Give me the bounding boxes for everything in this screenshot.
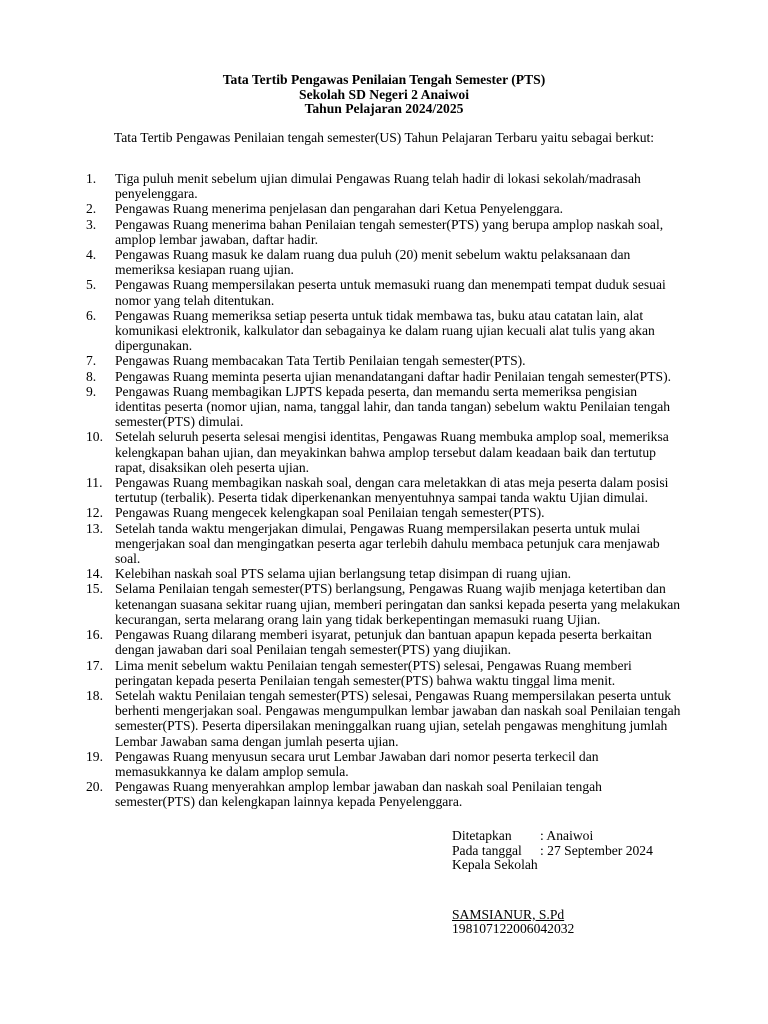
rule-item xyxy=(0,521,685,567)
school-name: Sekolah SD Negeri 2 Anaiwoi xyxy=(299,86,469,102)
signature-block xyxy=(452,829,752,937)
rule-number: 9. xyxy=(86,383,97,399)
rule-number: 12. xyxy=(86,505,103,521)
rule-number: 14. xyxy=(86,566,103,582)
rule-text: Pengawas Ruang menyusun secara urut Lembar Jawaban dari nomor peserta terkecil dan memasukkannya ke dalam amplop semula. xyxy=(115,748,599,779)
rule-number: 17. xyxy=(86,657,103,673)
rule-text: Pengawas Ruang membagikan LJPTS kepada peserta, dan memandu serta memeriksa pengisian identitas peserta (nomor ujian, nama, tanggal lahir, dan tanda tangan) sebelum waktu Penilaian tengah semester(PTS) dimulai. xyxy=(115,383,671,430)
rule-item xyxy=(0,201,685,216)
rule-item xyxy=(0,247,685,277)
rule-text: Setelah seluruh peserta selesai mengisi identitas, Pengawas Ruang membuka amplop soal, memeriksa kelengkapan bahan ujian, dan meyakinkan bahwa amplop tersebut dalam keadaan baik dan tertutup rapat, disaksikan oleh peserta ujian. xyxy=(115,429,669,475)
rule-text: Selama Penilaian tengah semester(PTS) berlangsung, Pengawas Ruang wajib menjaga ketertiban dan ketenangan suasana sekitar ruang ujian, memberi peringatan dan sanksi kepada peserta yang melakukan kecurangan, serta melarang orang lain yang tidak berkepentingan memasuki ruang Ujian. xyxy=(115,581,681,627)
rule-item xyxy=(0,171,685,201)
rule-number: 6. xyxy=(86,307,97,323)
rule-number: 20. xyxy=(86,779,103,795)
rule-item xyxy=(0,308,685,354)
rule-number: 4. xyxy=(86,247,97,263)
rule-text: Pengawas Ruang membagikan naskah soal, dengan cara meletakkan di atas meja peserta dalam posisi tertutup (terbalik). Peserta tidak diperkenankan menyentuhnya sampai tanda waktu Ujian dimulai. xyxy=(115,475,669,506)
rule-number: 16. xyxy=(86,627,103,643)
rule-number: 5. xyxy=(86,277,97,293)
academic-year: Tahun Pelajaran 2024/2025 xyxy=(304,101,464,116)
rule-item xyxy=(0,429,685,475)
rule-item xyxy=(0,627,685,657)
rule-number: 2. xyxy=(86,201,97,217)
rule-number: 10. xyxy=(86,429,103,445)
rule-text: Pengawas Ruang mengecek kelengkapan soal Penilaian tengah semester(PTS). xyxy=(115,505,545,521)
rule-text: Pengawas Ruang dilarang memberi isyarat, petunjuk dan bantuan apapun kepada peserta berkaitan dengan jawaban dari soal Penilaian tengah semester(PTS) yang diujikan. xyxy=(115,627,652,658)
document-title: Tata Tertib Pengawas Penilaian Tengah Semester (PTS) xyxy=(222,72,546,87)
rules-list xyxy=(0,171,768,810)
rule-text: Pengawas Ruang menerima bahan Penilaian tengah semester(PTS) yang berupa amplop naskah soal, amplop lembar jawaban, daftar hadir. xyxy=(115,216,664,247)
rule-item xyxy=(0,369,685,384)
rule-text: Kelebihan naskah soal PTS selama ujian berlangsung tetap disimpan di ruang ujian. xyxy=(115,566,572,582)
rule-number: 19. xyxy=(86,748,103,764)
rule-text: Setelah tanda waktu mengerjakan dimulai, Pengawas Ruang mempersilakan peserta untuk mulai mengerjakan soal dan mengingatkan peserta agar terlebih dahulu membaca petunjuk cara menjawab soal. xyxy=(115,520,660,567)
rule-text: Setelah waktu Penilaian tengah semester(PTS) selesai, Pengawas Ruang mempersilakan peserta untuk berhenti mengerjakan soal. Pengawas mengumpulkan lembar jawaban dan naskah soal Penilaian tengah semester(PTS). Peserta dipersilakan meninggalkan ruang ujian, setelah pengawas menghitung jumlah Lembar Jawaban sama dengan jumlah peserta ujian. xyxy=(115,687,681,749)
date-label: Pada tanggal xyxy=(452,842,522,858)
rule-item xyxy=(0,277,685,307)
rule-item xyxy=(0,566,685,581)
rule-item xyxy=(0,475,685,505)
rule-number: 15. xyxy=(86,581,103,597)
rule-text: Pengawas Ruang meminta peserta ujian menandatangani daftar hadir Penilaian tengah semester(PTS). xyxy=(115,368,672,384)
rule-number: 1. xyxy=(86,171,97,186)
ditetapkan-value: : Anaiwoi xyxy=(540,828,594,843)
signer-name: SAMSIANUR, S.Pd xyxy=(452,906,565,922)
rule-item xyxy=(0,384,685,430)
signer-position: Kepala Sekolah xyxy=(452,857,538,873)
rule-item xyxy=(0,505,685,520)
rule-item xyxy=(0,217,685,247)
signer-nip: 198107122006042032 xyxy=(452,921,575,937)
ditetapkan-row xyxy=(452,829,752,844)
rule-number: 7. xyxy=(86,353,97,369)
rule-item xyxy=(0,688,685,749)
intro-paragraph: Tata Tertib Pengawas Penilaian tengah semester(US) Tahun Pelajaran Terbaru yaitu sebagai berkut: xyxy=(113,130,655,145)
rule-number: 13. xyxy=(86,520,103,536)
signature-space xyxy=(452,873,752,908)
rule-item xyxy=(0,779,685,809)
rule-text: Lima menit sebelum waktu Penilaian tengah semester(PTS) selesai, Pengawas Ruang memberi peringatan kepada peserta Penilaian tengah semester(PTS) bahwa waktu tinggal lima menit. xyxy=(115,657,632,688)
rule-text: Tiga puluh menit sebelum ujian dimulai Pengawas Ruang telah hadir di lokasi sekolah/madrasah penyelenggara. xyxy=(115,171,641,202)
rule-text: Pengawas Ruang membacakan Tata Tertib Penilaian tengah semester(PTS). xyxy=(115,353,526,369)
rule-text: Pengawas Ruang mempersilakan peserta untuk memasuki ruang dan menempati tempat duduk sesuai nomor yang telah ditentukan. xyxy=(115,277,666,308)
rule-text: Pengawas Ruang memeriksa setiap peserta untuk tidak membawa tas, buku atau catatan lain, alat komunikasi elektronik, kalkulator dan sebagainya ke dalam ruang ujian kecuali alat tulis yang akan dipergunakan. xyxy=(115,307,655,354)
rule-number: 3. xyxy=(86,216,97,232)
rule-item xyxy=(0,749,685,779)
rule-number: 11. xyxy=(86,475,103,491)
date-value: : 27 September 2024 xyxy=(540,842,653,858)
rule-item xyxy=(0,581,685,627)
rule-number: 8. xyxy=(86,368,97,384)
rule-item xyxy=(0,658,685,688)
rule-text: Pengawas Ruang menyerahkan amplop lembar jawaban dan naskah soal Penilaian tengah semester(PTS) dan kelengkapan lainnya kepada Penyelenggara. xyxy=(115,779,602,810)
document-header xyxy=(0,73,768,117)
rule-item xyxy=(0,353,685,368)
rule-number: 18. xyxy=(86,687,103,703)
ditetapkan-label: Ditetapkan xyxy=(452,828,512,843)
rule-text: Pengawas Ruang menerima penjelasan dan pengarahan dari Ketua Penyelenggara. xyxy=(115,201,564,217)
date-row xyxy=(452,844,752,859)
rule-text: Pengawas Ruang masuk ke dalam ruang dua puluh (20) menit sebelum waktu pelaksanaan dan memeriksa kesiapan ruang ujian. xyxy=(115,247,631,278)
